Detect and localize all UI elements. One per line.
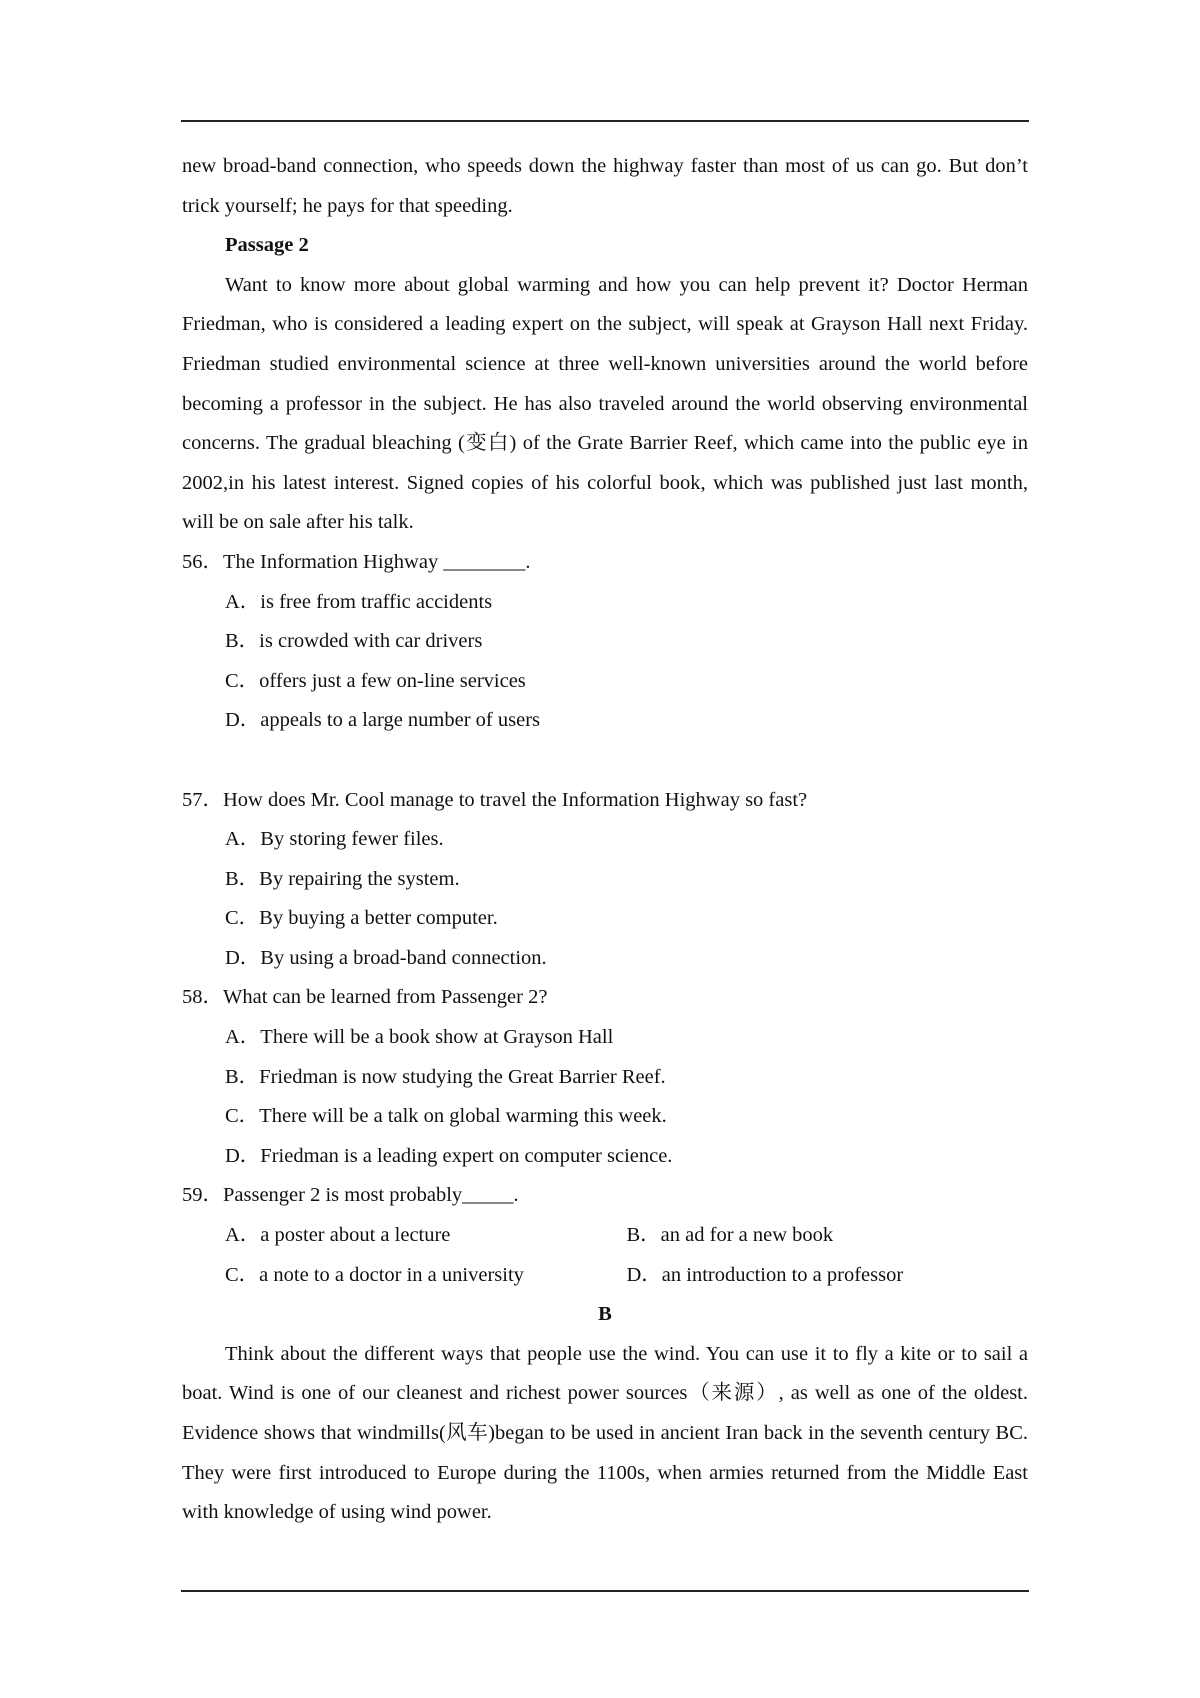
passage1-tail: new broad-band connection, who speeds down the highway faster than most of us can go. But don’t trick yourself; he pays for that speeding. xyxy=(182,155,1028,217)
options-row xyxy=(182,1256,1028,1296)
question-text: What can be learned from Passenger 2? xyxy=(223,986,548,1009)
question-56 xyxy=(182,543,1028,741)
option-b: B．an ad for a new book xyxy=(626,1224,834,1247)
header-rule xyxy=(181,120,1029,122)
question-number: 58． xyxy=(182,986,223,1009)
spacer xyxy=(182,741,1028,781)
passage2-heading: Passage 2 xyxy=(225,234,309,257)
question-text: Passenger 2 is most probably_____. xyxy=(223,1184,519,1207)
question-58 xyxy=(182,978,1028,1176)
question-text: The Information Highway ________. xyxy=(223,550,531,573)
question-number: 57． xyxy=(182,788,223,811)
option-d: D．By using a broad-band connection. xyxy=(225,946,547,969)
passage2-text: Want to know more about global warming and how you can help prevent it? Doctor Herman Friedman, who is considered a leading expert on the subject, will speak at Grayson Hall next Friday. Friedman studied environmental science at three well-known universities around the world before becoming a professor in the subject. He has also traveled around the world observing environmental concerns. The gradual bleaching (变白) of the Grate Barrier Reef, which came into the public eye in 2002,in his latest interest. Signed copies of his colorful book, which was published just last month, will be on sale after his talk. xyxy=(182,273,1028,534)
option-c: C．offers just a few on-line services xyxy=(225,669,526,692)
option-a: A．a poster about a lecture xyxy=(225,1224,451,1247)
question-59 xyxy=(182,1176,1028,1295)
options-row xyxy=(182,1216,1028,1256)
option-a: A．is free from traffic accidents xyxy=(225,590,493,613)
option-b: B．Friedman is now studying the Great Barrier Reef. xyxy=(225,1065,666,1088)
question-stem xyxy=(182,1176,1028,1216)
option-a: A．There will be a book show at Grayson Hall xyxy=(225,1026,614,1049)
option-c: C．There will be a talk on global warming this week. xyxy=(225,1105,667,1128)
option-d: D．appeals to a large number of users xyxy=(225,709,540,732)
question-stem xyxy=(182,978,1028,1018)
option-b: B．By repairing the system. xyxy=(225,867,460,890)
section-b-label: B xyxy=(598,1303,612,1326)
question-stem xyxy=(182,781,1028,821)
question-57 xyxy=(182,781,1028,979)
question-number: 59． xyxy=(182,1184,223,1207)
option-c: C．By buying a better computer. xyxy=(225,907,498,930)
question-stem xyxy=(182,543,1028,583)
question-number: 56． xyxy=(182,550,223,573)
option-c: C．a note to a doctor in a university xyxy=(225,1263,524,1286)
option-d: D．Friedman is a leading expert on computer science. xyxy=(225,1144,673,1167)
section-b-text: Think about the different ways that people use the wind. You can use it to fly a kite or to sail a boat. Wind is one of our cleanest and richest power sources（来源）, as well as one of the oldest. Evidence shows that windmills(风车)began to be used in ancient Iran back in the seventh century BC. They were first introduced to Europe during the 1100s, when armies returned from the Middle East with knowledge of using wind power. xyxy=(182,1342,1028,1524)
question-text: How does Mr. Cool manage to travel the Information Highway so fast? xyxy=(223,788,808,811)
footer-rule xyxy=(181,1590,1029,1592)
option-d: D．an introduction to a professor xyxy=(626,1263,904,1286)
option-b: B．is crowded with car drivers xyxy=(225,630,483,653)
option-a: A．By storing fewer files. xyxy=(225,828,444,851)
page-content xyxy=(182,147,1028,1533)
